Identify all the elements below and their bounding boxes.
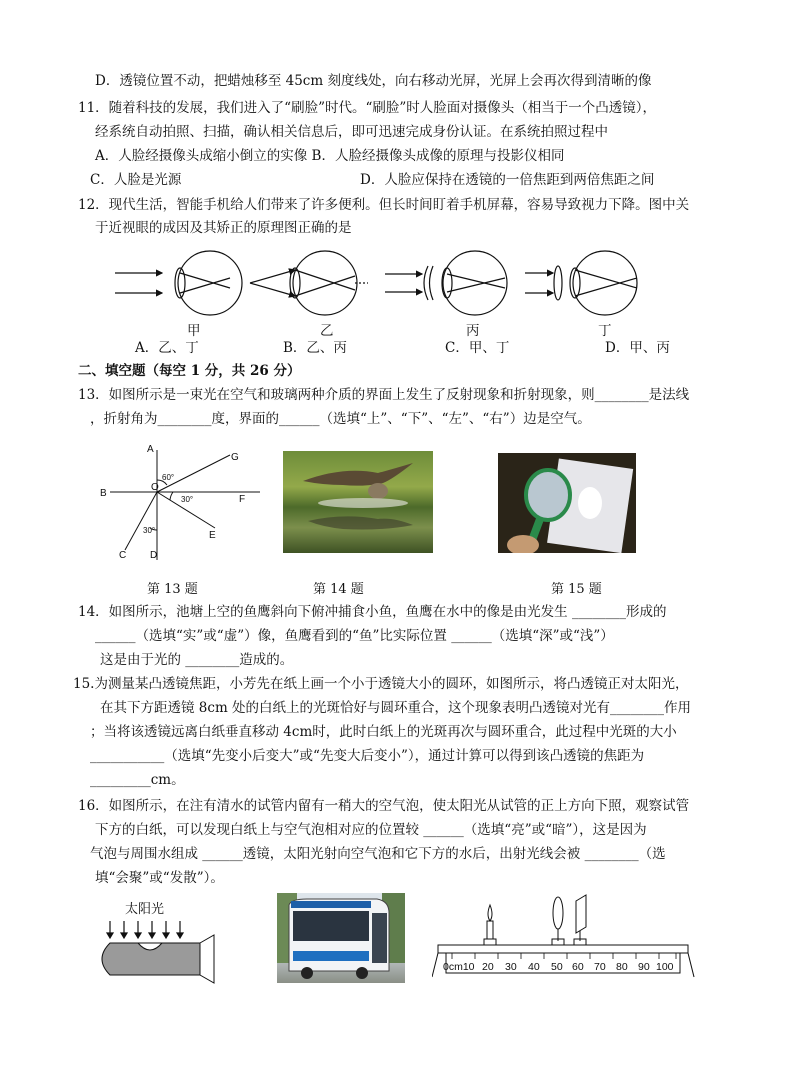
fig13-light-diagram <box>95 440 265 565</box>
q11-option-d: D．人脸应保持在透镜的一倍焦距到两倍焦距之间 <box>360 172 655 188</box>
ruler-tick-80: 80 <box>616 961 628 973</box>
q12-option-b: B．乙、丙 <box>283 340 347 356</box>
q12-option-a: A．乙、丁 <box>135 340 199 356</box>
q16-line-4: 填“会聚”或“发散”）。 <box>95 870 224 886</box>
q11-line-2: 经系统自动拍照、扫描，确认相关信息后，即可迅速完成身份认证。在系统拍照过程中 <box>95 124 608 140</box>
q13-line-1: 13．如图所示是一束光在空气和玻璃两种介质的界面上发生了反射现象和折射现象，则________是法线 <box>78 387 690 403</box>
eye-ding-icon <box>525 251 637 315</box>
eye-label-ding: 丁 <box>598 323 612 339</box>
q15-line-4: ___________（选填“先变小后变大”或“先变大后变小”），通过计算可以得到该凸透镜的焦距为 <box>90 748 645 764</box>
q14-line-1: 14．如图所示，池塘上空的鱼鹰斜向下俯冲捕食小鱼，鱼鹰在水中的像是由光发生 ________形成的 <box>78 604 667 620</box>
fig13-angle-30-d: 30° <box>143 526 156 535</box>
ruler-tick-40: 40 <box>528 961 540 973</box>
ruler-tick-90: 90 <box>638 961 650 973</box>
eye-label-yi: 乙 <box>320 323 334 339</box>
optical-bench <box>432 893 697 983</box>
ruler-tick-20: 20 <box>482 961 494 973</box>
fig13-label-a: A <box>147 444 154 455</box>
eye-label-bing: 丙 <box>466 323 480 339</box>
q12-eye-diagrams <box>110 248 670 318</box>
ruler-tick-60: 60 <box>572 961 584 973</box>
ruler-tick-70: 70 <box>594 961 606 973</box>
q15-line-2: 在其下方距透镜 8cm 处的白纸上的光斑恰好与圆环重合，这个现象表明凸透镜对光有________作用 <box>100 700 692 716</box>
candle-flame-icon <box>488 905 492 921</box>
fig15-magnifier-photo <box>498 453 636 553</box>
fig13-label-g: G <box>231 452 239 463</box>
q16-line-3: 气泡与周围水组成 ______透镜，太阳光射向空气泡和它下方的水后，出射光线会被 ________（选 <box>90 846 666 862</box>
eye-bing-icon <box>385 251 507 315</box>
q14-line-2: ______（选填“实”或“虚”）像，鱼鹰看到的“鱼”比实际位置 ______（选填“深”或“浅”） <box>95 628 614 644</box>
fig13-label-o: O <box>151 482 159 493</box>
q11-line-1: 11．随着科技的发展，我们进入了“刷脸”时代。“刷脸”时人脸面对摄像头（相当于一个凸透镜）， <box>78 100 657 116</box>
fig13-label-c: C <box>119 550 127 561</box>
fig13-label-e: E <box>209 530 216 541</box>
lens-icon <box>553 897 563 929</box>
caption-fig14: 第 14 题 <box>313 582 364 597</box>
fig13-label-d: D <box>150 550 158 561</box>
q12-line-1: 12．现代生活，智能手机给人们带来了许多便利。但长时间盯着手机屏幕，容易导致视力下降。图中关 <box>78 197 690 213</box>
q15-line-3: ；当将该透镜远离白纸垂直移动 4cm时，此时白纸上的光斑再次与圆环重合，此过程中光斑的大小 <box>90 724 677 740</box>
fig13-angle-30-f: 30° <box>181 495 194 504</box>
caption-fig13: 第 13 题 <box>147 582 198 597</box>
q12-option-d: D．甲、丙 <box>605 340 670 356</box>
bus-photo <box>277 893 405 983</box>
section-two-heading: 二、填空题（每空 1 分，共 26 分） <box>78 363 301 379</box>
q15-line-5: _________cm。 <box>90 772 185 788</box>
eye-jia-icon <box>115 251 242 315</box>
fig14-osprey-photo <box>283 451 433 553</box>
caption-fig15: 第 15 题 <box>551 582 602 597</box>
fig13-label-f: F <box>239 494 246 505</box>
ruler-tick-50: 50 <box>551 961 563 973</box>
eye-label-jia: 甲 <box>187 323 201 339</box>
q11-options-ab: A．人脸经摄像头成缩小倒立的实像 B．人脸经摄像头成像的原理与投影仪相同 <box>95 148 565 164</box>
q13-line-2: ，折射角为________度，界面的______（选填“上”、“下”、“左”、“右”）边是空气。 <box>90 411 591 427</box>
q12-option-c: C．甲、丁 <box>445 340 510 356</box>
q10-option-d: D．透镜位置不动，把蜡烛移至 45cm 刻度线处，向右移动光屏，光屏上会再次得到清晰的像 <box>95 73 652 89</box>
fig13-label-b: B <box>100 488 107 499</box>
ruler-tick-100: 100 <box>656 961 674 973</box>
ruler-tick-30: 30 <box>505 961 517 973</box>
q12-line-2: 于近视眼的成因及其矫正的原理图正确的是 <box>95 220 352 236</box>
q16-line-1: 16．如图所示，在注有清水的试管内留有一稍大的空气泡，使太阳光从试管的正上方向下照，观察试管 <box>78 798 690 814</box>
q14-line-3: 这是由于光的 ________造成的。 <box>100 652 294 668</box>
fig16-test-tube <box>90 895 220 985</box>
screen-icon <box>576 895 586 933</box>
fig13-angle-60: 60° <box>162 473 175 482</box>
eye-yi-icon <box>250 251 368 315</box>
q15-line-1: 15.为测量某凸透镜焦距，小芳先在纸上画一个小于透镜大小的圆环，如图所示，将凸透镜正对太阳光， <box>73 676 689 692</box>
ruler-tick-0: 0cm10 <box>443 961 475 973</box>
q16-line-2: 下方的白纸，可以发现白纸上与空气泡相对应的位置较 ______（选填“亮”或“暗”），这是因为 <box>95 822 647 838</box>
sun-label: 太阳光 <box>125 902 165 917</box>
q11-option-c: C．人脸是光源 <box>90 172 182 188</box>
